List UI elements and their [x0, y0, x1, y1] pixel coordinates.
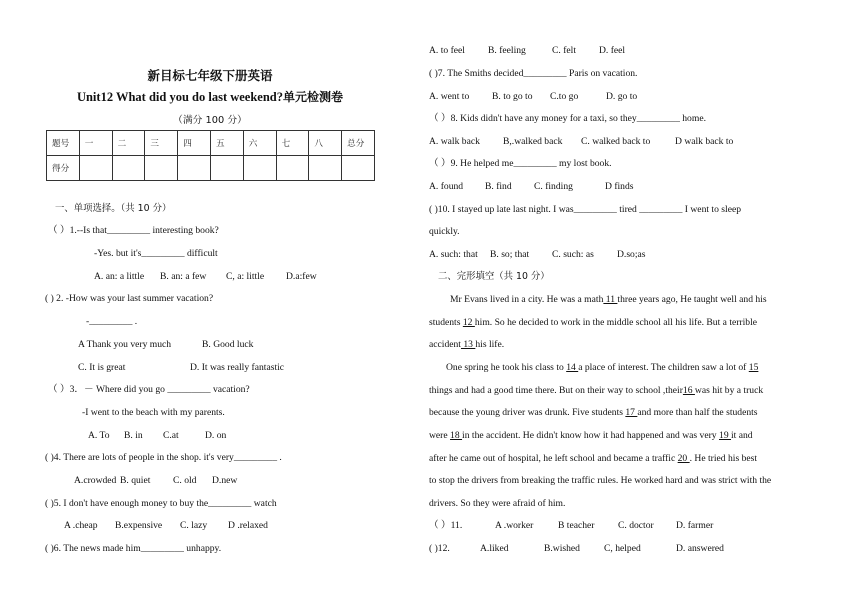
- score-blank[interactable]: [342, 156, 375, 181]
- passage-line: [450, 294, 767, 306]
- full-score: （满分 100 分）: [173, 115, 247, 126]
- score-blank[interactable]: [145, 156, 178, 181]
- passage-text: Mr Evans lived in a city. He was a math: [450, 294, 604, 305]
- option: C. old: [173, 475, 197, 486]
- question-9: （ ）9. He helped me_________ my lost book.: [429, 158, 612, 169]
- option: C. finding: [534, 181, 573, 192]
- score-cell: 四: [178, 131, 211, 156]
- option: A.crowded: [74, 475, 117, 486]
- passage-text: him. So he decided to work in the middle school all his life. But a terrible: [474, 317, 758, 328]
- passage-text: it and: [731, 430, 753, 441]
- question-10-continued: quickly.: [429, 226, 460, 237]
- option: D .relaxed: [228, 520, 268, 531]
- score-cell: 题号: [47, 131, 80, 156]
- passage-line: [429, 407, 758, 419]
- passage-line: [429, 430, 753, 442]
- right-column: [420, 0, 860, 608]
- passage-text: in the accident. He didn't know how it had happened and was very: [462, 430, 720, 441]
- option: B. find: [485, 181, 512, 192]
- option: B.wished: [544, 543, 580, 554]
- passage-text: students: [429, 317, 463, 328]
- question-1-response: -Yes. but it's_________ difficult: [94, 248, 218, 259]
- score-blank[interactable]: [243, 156, 276, 181]
- score-cell: 二: [112, 131, 145, 156]
- score-cell: 一: [79, 131, 112, 156]
- passage-line: [429, 453, 757, 465]
- question-2-response: -_________ .: [86, 316, 138, 327]
- question-5: ( )5. I don't have enough money to buy the_________ watch: [45, 498, 277, 509]
- option: D. It was really fantastic: [190, 362, 285, 373]
- question-8: （ ）8. Kids didn't have any money for a taxi, so they_________ home.: [429, 113, 706, 124]
- blank-number: 14: [566, 362, 579, 373]
- question-3-options: [88, 430, 226, 442]
- score-cell: 八: [309, 131, 342, 156]
- score-table: [46, 130, 375, 181]
- question-number: ( )12.: [429, 543, 450, 554]
- question-7: ( )7. The Smiths decided_________ Paris on vacation.: [429, 68, 638, 79]
- passage-text: a place of interest. The children saw a lot of: [578, 362, 749, 373]
- section-heading-single-choice: 一、单项选择。（共 10 分）: [55, 203, 172, 214]
- score-table-score-row: [47, 156, 375, 181]
- passage-line: [429, 385, 763, 397]
- blank-number: 15: [748, 362, 759, 373]
- score-cell: 总分: [342, 131, 375, 156]
- option: C.to go: [550, 91, 579, 102]
- question-2-options-row2: [78, 362, 284, 374]
- section-heading-cloze: 二、完形填空（共 10 分）: [438, 271, 550, 282]
- option: C.at: [163, 430, 179, 441]
- passage-text: . He tried his best: [689, 453, 758, 464]
- option: B teacher: [558, 520, 595, 531]
- option: A.liked: [480, 543, 509, 554]
- passage-line: to stop the drivers from breaking the traffic rules. He worked hard and was strict with the: [429, 475, 772, 486]
- question-1-options: [94, 271, 317, 283]
- question-3-response: -I went to the beach with my parents.: [82, 407, 225, 418]
- question-6-options: [429, 45, 625, 57]
- option: B. in: [124, 430, 143, 441]
- option: D.a:few: [286, 271, 317, 282]
- option: B. so; that: [490, 249, 530, 260]
- option: D. go to: [606, 91, 638, 102]
- option: D. farmer: [676, 520, 714, 531]
- question-9-options: [429, 181, 634, 193]
- option: A. an: a little: [94, 271, 145, 282]
- option: A. went to: [429, 91, 470, 102]
- blank-number: 18: [450, 430, 463, 441]
- question-4-options: [74, 475, 237, 487]
- passage-text: things and had a good time there. But on their way to school ,their: [429, 385, 683, 396]
- score-blank[interactable]: [178, 156, 211, 181]
- option: C, helped: [604, 543, 641, 554]
- blank-number: 16: [682, 385, 695, 396]
- exam-subtitle-en: Unit12 What did you do last weekend?: [76, 90, 284, 104]
- passage-text: after he came out of hospital, he left school and became a traffic: [429, 453, 678, 464]
- question-12: [429, 543, 724, 555]
- exam-subtitle-cn: 单元检测卷: [283, 90, 344, 104]
- option: C. lazy: [180, 520, 208, 531]
- left-column: [0, 0, 420, 608]
- score-cell: 五: [210, 131, 243, 156]
- exam-title: 新目标七年级下册英语: [147, 68, 273, 83]
- option: B. quiet: [120, 475, 151, 486]
- score-cell: 得分: [47, 156, 80, 181]
- score-cell: 三: [145, 131, 178, 156]
- blank-number: 20: [677, 453, 690, 464]
- passage-line: [429, 317, 757, 329]
- option: A. to feel: [429, 45, 465, 56]
- passage-line: drivers. So they were afraid of him.: [429, 498, 566, 509]
- option: D.so;as: [617, 249, 646, 260]
- question-10: ( )10. I stayed up late last night. I was_________ tired _________ I went to sleep: [429, 204, 742, 215]
- option: D finds: [605, 181, 634, 192]
- option: A .worker: [495, 520, 534, 531]
- option: A. found: [429, 181, 464, 192]
- blank-number: 13: [460, 339, 476, 350]
- option: C. walked back to: [581, 136, 651, 147]
- option: C, a: little: [226, 271, 265, 282]
- passage-text: accident: [429, 339, 461, 350]
- option: A. To: [88, 430, 110, 441]
- passage-line: [446, 362, 758, 374]
- score-cell: 七: [276, 131, 309, 156]
- passage-text: and more than half the students: [637, 407, 758, 418]
- score-blank[interactable]: [79, 156, 112, 181]
- option: B. to go to: [492, 91, 533, 102]
- score-table-header-row: [47, 131, 375, 156]
- exam-subtitle: [0, 88, 420, 105]
- score-cell: 六: [243, 131, 276, 156]
- question-1: （ ）1.--Is that_________ interesting book?: [48, 225, 219, 236]
- option: B. an: a few: [160, 271, 207, 282]
- question-11: [429, 520, 713, 532]
- score-blank[interactable]: [210, 156, 243, 181]
- option: B.expensive: [115, 520, 163, 531]
- option: D.new: [212, 475, 238, 486]
- option: A. walk back: [429, 136, 480, 147]
- option: C. doctor: [618, 520, 654, 531]
- option: C. It is great: [78, 362, 126, 373]
- question-2: ( ) 2. -How was your last summer vacation?: [45, 293, 214, 304]
- question-7-options: [429, 91, 637, 103]
- option: A .cheap: [64, 520, 98, 531]
- question-6: ( )6. The news made him_________ unhappy.: [45, 543, 222, 554]
- score-blank[interactable]: [309, 156, 342, 181]
- passage-text: were: [429, 430, 451, 441]
- blank-number: 19: [719, 430, 732, 441]
- passage-line: [429, 339, 504, 351]
- question-8-options: [429, 136, 733, 148]
- option: D. feel: [599, 45, 626, 56]
- option: B. feeling: [488, 45, 526, 56]
- question-5-options: [64, 520, 268, 532]
- passage-text: was hit by a truck: [694, 385, 764, 396]
- score-blank[interactable]: [112, 156, 145, 181]
- option: B,.walked back: [503, 136, 563, 147]
- option: D walk back to: [675, 136, 734, 147]
- passage-text: One spring he took his class to: [446, 362, 567, 373]
- question-3: （ ）3．－ Where did you go _________ vacation?: [48, 384, 250, 395]
- passage-text: three years ago, He taught well and his: [617, 294, 767, 305]
- option: B. Good luck: [202, 339, 254, 350]
- option: A. such: that: [429, 249, 478, 260]
- score-blank[interactable]: [276, 156, 309, 181]
- passage-text: his life.: [475, 339, 505, 350]
- option: D. on: [205, 430, 227, 441]
- question-number: （ ）11.: [429, 520, 463, 531]
- option: C. such: as: [552, 249, 594, 260]
- question-10-options: [429, 249, 646, 261]
- passage-text: because the young driver was drunk. Five students: [429, 407, 626, 418]
- blank-number: 12: [462, 317, 475, 328]
- blank-number: 11: [603, 294, 618, 305]
- option: C. felt: [552, 45, 576, 56]
- option: A Thank you very much: [78, 339, 172, 350]
- blank-number: 17: [625, 407, 638, 418]
- question-2-options-row1: [78, 339, 253, 351]
- question-4: ( )4. There are lots of people in the shop. it's very_________ .: [45, 452, 282, 463]
- option: D. answered: [676, 543, 724, 554]
